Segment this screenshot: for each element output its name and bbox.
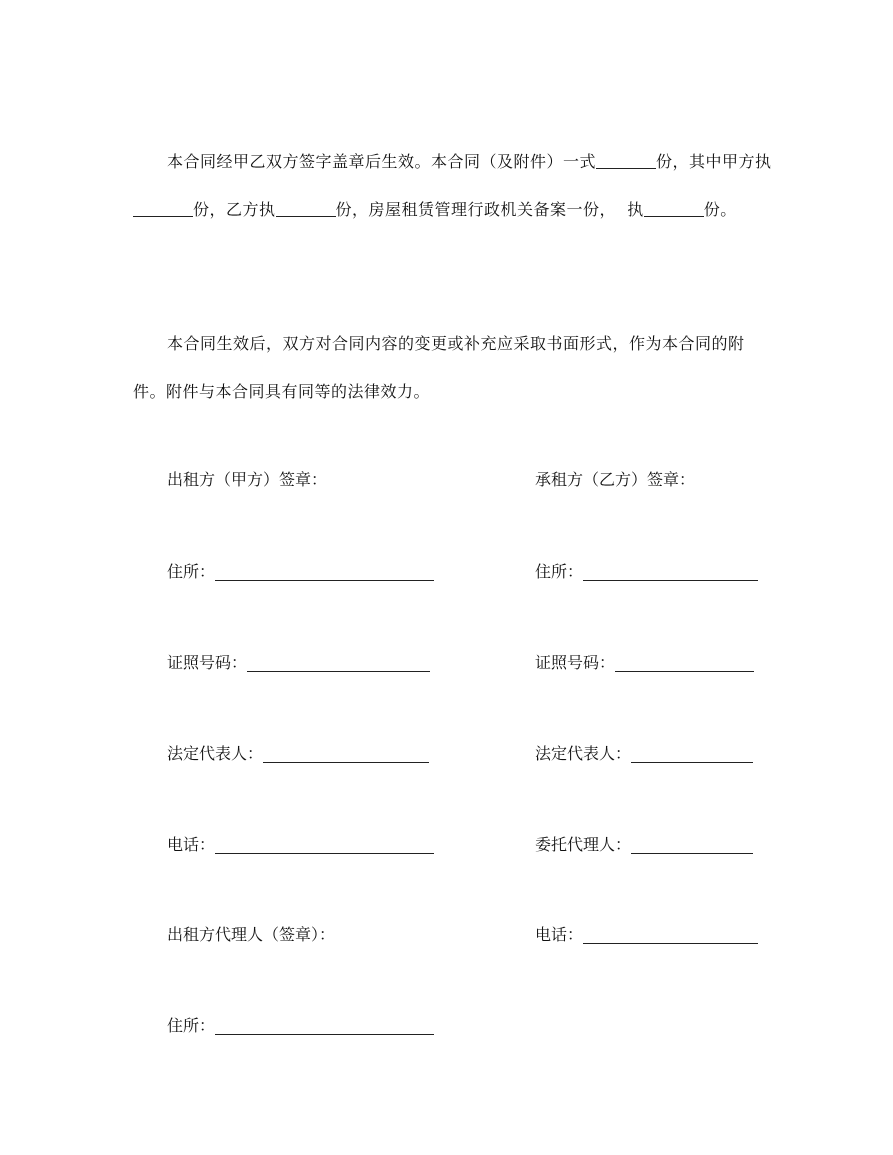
lessor-legal-rep-line[interactable] (263, 744, 429, 763)
other-copies-blank[interactable] (644, 200, 704, 217)
lessor-phone-field (167, 833, 434, 857)
lessee-license-field (535, 651, 754, 675)
lessee-heading: 承租方（乙方）签章： (535, 470, 696, 489)
clause-text-5: 执 (627, 200, 644, 219)
lessor-license-line[interactable] (247, 653, 430, 672)
lessor-legal-rep-field (167, 742, 429, 766)
copies-total-blank[interactable] (596, 152, 656, 169)
lessor-phone-line[interactable] (215, 835, 434, 854)
lessee-agent-field (535, 833, 753, 857)
lessee-license-label: 证照号码： (535, 653, 616, 672)
amendment-clause (133, 320, 773, 416)
lessee-legal-rep-field (535, 742, 753, 766)
lessee-address-label: 住所： (535, 562, 584, 581)
lessee-agent-line[interactable] (631, 835, 753, 854)
lessee-license-line[interactable] (615, 653, 754, 672)
lessor-address-label: 住所： (167, 562, 216, 581)
clause-text-4: 份，房屋租赁管理行政机关备案一份， (335, 200, 617, 219)
lessor-phone-label: 电话： (167, 835, 216, 854)
lessee-agent-label: 委托代理人： (535, 835, 632, 854)
lessor-license-field (167, 651, 430, 675)
lessee-legal-rep-line[interactable] (631, 744, 753, 763)
lessee-address-field (535, 560, 758, 584)
lessee-phone-label: 电话： (535, 925, 584, 944)
lessor-agent-address-label: 住所： (167, 1016, 216, 1035)
clause-text-2: 份，其中甲方执 (656, 152, 772, 171)
lessee-legal-rep-label: 法定代表人： (535, 744, 632, 763)
party-a-copies-blank[interactable] (133, 200, 193, 217)
lessee-phone-field (535, 923, 758, 947)
lessor-address-field (167, 560, 434, 584)
lessee-phone-line[interactable] (583, 925, 758, 944)
lessor-legal-rep-label: 法定代表人： (167, 744, 264, 763)
amendment-text: 本合同生效后，双方对合同内容的变更或补充应采取书面形式，作为本合同的附件。附件与本合同具有同等的法律效力。 (133, 334, 745, 401)
clause-text-1: 本合同经甲乙双方签字盖章后生效。本合同（及附件）一式 (167, 152, 597, 171)
lessor-license-label: 证照号码： (167, 653, 248, 672)
lessee-address-line[interactable] (583, 562, 758, 581)
lessor-agent-address-field (167, 1014, 434, 1038)
lessor-agent-heading: 出租方代理人（签章）： (167, 925, 336, 944)
clause-text-3: 份，乙方执 (193, 200, 276, 219)
lessor-agent-address-line[interactable] (215, 1016, 434, 1035)
effectiveness-clause (133, 138, 773, 234)
lessor-heading: 出租方（甲方）签章： (167, 470, 328, 489)
lessor-address-line[interactable] (215, 562, 434, 581)
party-b-copies-blank[interactable] (276, 200, 336, 217)
clause-text-6: 份。 (703, 200, 737, 219)
